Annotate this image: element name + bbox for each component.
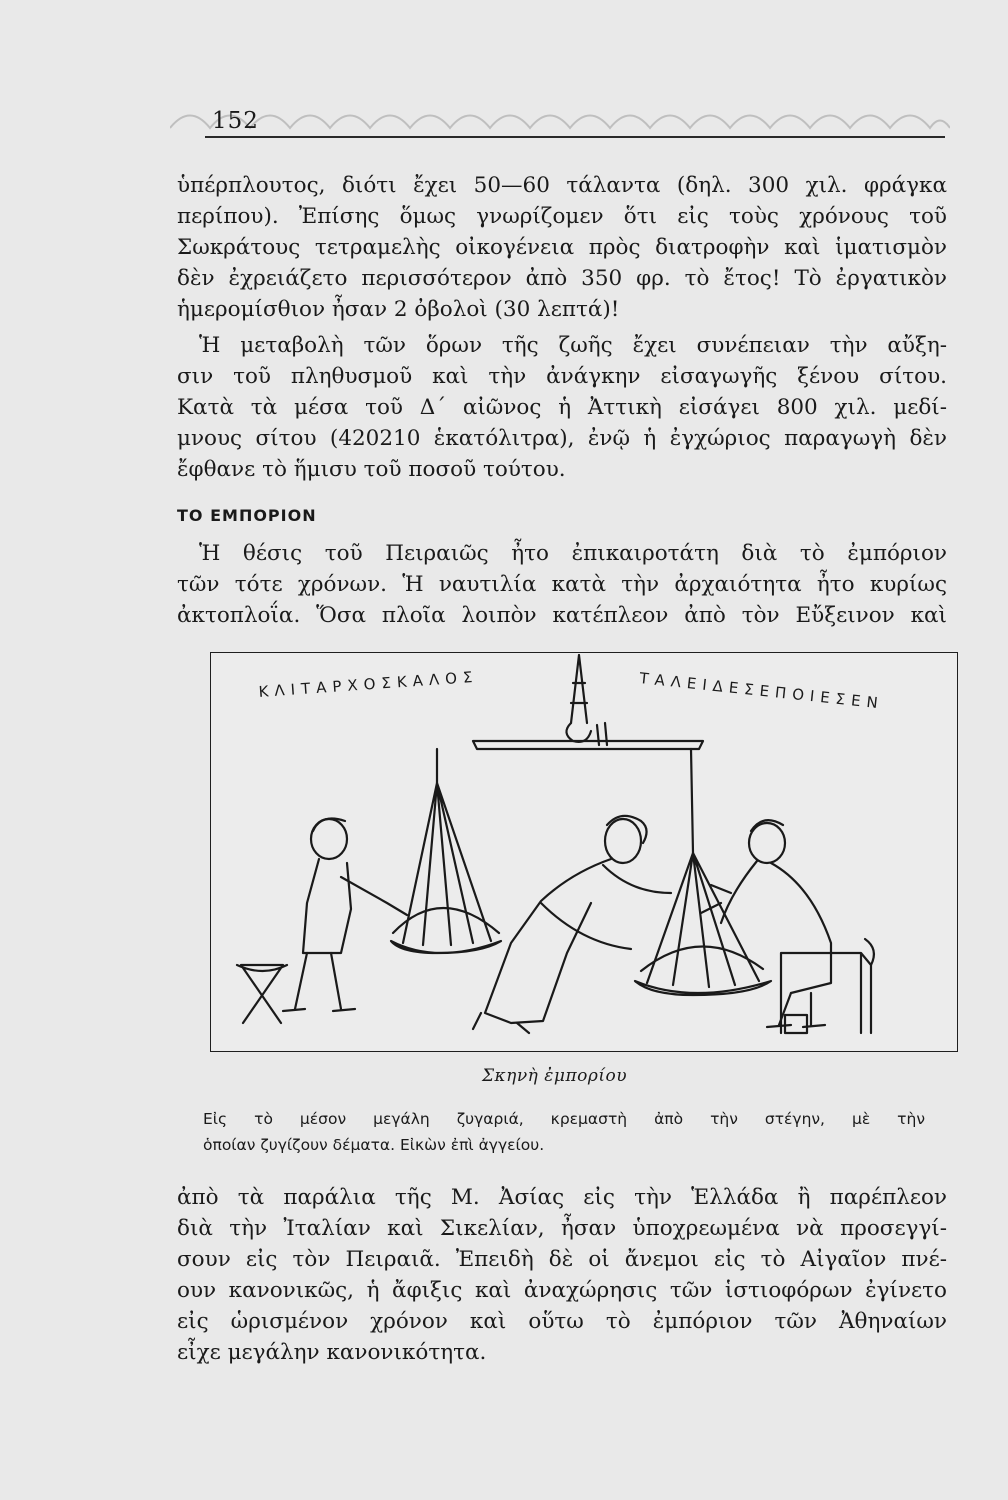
inscription-right: ΤΑΛΕΙΔΕΣΕΠΟΙΕΣΕΝ xyxy=(638,669,885,713)
page-number: 152 xyxy=(212,108,259,134)
right-scale-pan xyxy=(647,853,759,987)
text-line: περίπου). Ἐπίσης ὅμως γνωρίζομεν ὅτι εἰς τοὺς χρόνους τοῦ xyxy=(177,204,947,229)
figure-title: Σκηνὴ ἐμπορίου xyxy=(482,1066,628,1086)
section-heading: ΤΟ ΕΜΠΟΡΙΟΝ xyxy=(177,506,317,525)
text-line: δὲν ἐχρειάζετο περισσότερον ἀπὸ 350 φρ. τὸ ἔτος! Τὸ ἐργατικὸν xyxy=(177,266,947,291)
text-line: εἰς ὡρισμένον χρόνον καὶ οὕτω τὸ ἐμπόριον τῶν Ἀθηναίων xyxy=(177,1309,947,1334)
text-line: Σωκράτους τετραμελὴς οἰκογένεια πρὸς διατροφὴν καὶ ἱματισμὸν xyxy=(177,235,947,260)
text-line: Ἡ μεταβολὴ τῶν ὅρων τῆς ζωῆς ἔχει συνέπειαν τὴν αὔξη- xyxy=(199,333,947,358)
text-line: ἀκτοπλοΐα. Ὅσα πλοῖα λοιπὸν κατέπλεον ἀπὸ τὸν Εὔξεινον καὶ xyxy=(177,603,947,628)
vase-painting-illustration xyxy=(211,653,956,1050)
header-ornament xyxy=(170,103,950,133)
inscription-left: ΚΛΙΤΑΡΧΟΣΚΑΛΟΣ xyxy=(258,667,479,701)
caption-line: ὁποίαν ζυγίζουν δέματα. Εἰκὼν ἐπὶ ἀγγείου. xyxy=(203,1136,545,1154)
left-scale-pan xyxy=(403,783,491,945)
seated-figure-right xyxy=(701,820,874,1033)
text-line: διὰ τὴν Ἰταλίαν καὶ Σικελίαν, ἦσαν ὑποχρεωμένα νὰ προσεγγί- xyxy=(177,1216,947,1241)
scale-hanger xyxy=(571,655,587,723)
figure-caption xyxy=(203,1106,925,1158)
text-line: Κατὰ τὰ μέσα τοῦ Δ΄ αἰῶνος ἡ Ἀττικὴ εἰσάγει 800 χιλ. μεδί- xyxy=(177,395,947,420)
text-line: σουν εἰς τὸν Πειραιᾶ. Ἐπειδὴ δὲ οἱ ἄνεμοι εἰς τὸ Αἰγαῖον πνέ- xyxy=(177,1247,947,1272)
paragraph-2 xyxy=(177,330,947,485)
text-line: ὑπέρπλουτος, διότι ἔχει 50—60 τάλαντα (δηλ. 300 χιλ. φράγκα xyxy=(177,173,947,198)
seated-figure-left xyxy=(237,819,407,1023)
text-line: μνους σίτου (420210 ἑκατόλιτρα), ἐνῷ ἡ ἐγχώριος παραγωγὴ δὲν xyxy=(177,426,947,451)
header-rule xyxy=(205,136,945,138)
scale-beam xyxy=(473,741,703,749)
paragraph-1 xyxy=(177,170,947,325)
text-line: εἶχε μεγάλην κανονικότητα. xyxy=(177,1340,487,1365)
caption-line: Εἰς τὸ μέσον μεγάλη ζυγαριά, κρεμαστὴ ἀπὸ τὴν στέγην, μὲ τὴν xyxy=(203,1110,925,1128)
text-line: Ἡ θέσις τοῦ Πειραιῶς ἦτο ἐπικαιροτάτη διὰ τὸ ἐμπόριον xyxy=(199,541,947,566)
figure-frame xyxy=(210,652,958,1052)
paragraph-3 xyxy=(177,538,947,631)
text-line: ἀπὸ τὰ παράλια τῆς Μ. Ἀσίας εἰς τὴν Ἑλλάδα ἢ παρέπλεον xyxy=(177,1185,947,1210)
text-line: σιν τοῦ πληθυσμοῦ καὶ τὴν ἀνάγκην εἰσαγωγῆς ξένου σίτου. xyxy=(177,364,947,389)
text-line: ἡμερομίσθιον ἦσαν 2 ὀβολοὶ (30 λεπτά)! xyxy=(177,297,620,322)
text-line: τῶν τότε χρόνων. Ἡ ναυτιλία κατὰ τὴν ἀρχαιότητα ἦτο κυρίως xyxy=(177,572,947,597)
text-line: ουν κανονικῶς, ἡ ἄφιξις καὶ ἀναχώρησις τῶν ἱστιοφόρων ἐγίνετο xyxy=(177,1278,947,1303)
text-line: ἔφθανε τὸ ἥμισυ τοῦ ποσοῦ τούτου. xyxy=(177,457,566,482)
paragraph-4 xyxy=(177,1182,947,1368)
standing-figure-middle xyxy=(473,816,671,1033)
